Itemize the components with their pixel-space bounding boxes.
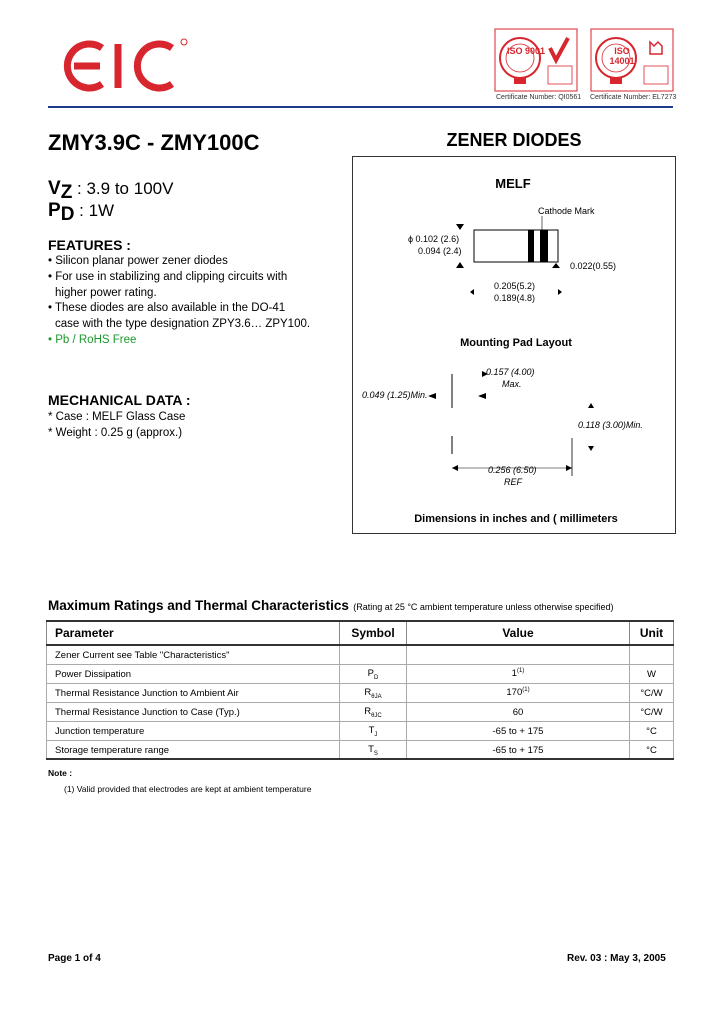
- ratings-table: [46, 620, 674, 760]
- mounting-pad-title: Mounting Pad Layout: [460, 337, 572, 349]
- header-unit: Unit: [630, 621, 674, 645]
- cell-parameter: Zener Current see Table "Characteristics": [47, 645, 340, 665]
- feature-item: • For use in stabilizing and clipping circuits with: [48, 271, 288, 283]
- cathode-mark-label: Cathode Mark: [538, 206, 595, 216]
- cell-value: -65 to + 175: [407, 741, 630, 760]
- header-rule: [48, 106, 673, 108]
- ratings-title: Maximum Ratings and Thermal Characteristics: [48, 598, 349, 613]
- header-symbol: Symbol: [340, 621, 407, 645]
- cell-parameter: Thermal Resistance Junction to Case (Typ.): [47, 703, 340, 722]
- ratings-condition: (Rating at 25 °C ambient temperature unless otherwise specified): [353, 602, 614, 612]
- vz-sub: Z: [60, 182, 73, 204]
- band-width-label: 0.022(0.55): [570, 261, 617, 271]
- cell-symbol: $P_D$: [340, 665, 407, 684]
- table-row: [47, 645, 674, 665]
- cell-parameter: Power Dissipation: [47, 665, 340, 684]
- header-value: Value: [407, 621, 630, 645]
- cell-unit: [630, 645, 674, 665]
- pad-total-note: REF: [504, 477, 522, 487]
- diameter-max-label: ϕ 0.102 (2.6): [408, 234, 460, 244]
- cell-unit: °C: [630, 741, 674, 760]
- feature-item: case with the type designation ZPY3.6… ZPY100.: [55, 318, 311, 330]
- table-row: [47, 741, 674, 760]
- iso-9001-text: ISO 9001: [506, 46, 546, 56]
- mechanical-item: * Weight : 0.25 g (approx.): [48, 427, 183, 439]
- cell-value: 60: [407, 703, 630, 722]
- feature-item: higher power rating.: [55, 287, 157, 299]
- cell-unit: W: [630, 665, 674, 684]
- iso-14001-text: ISO 14001: [609, 46, 635, 66]
- cell-symbol: $R_{\theta JC}$: [340, 703, 407, 722]
- category-title: ZENER DIODES: [446, 130, 582, 150]
- table-row: [47, 665, 674, 684]
- mechanical-item: * Case : MELF Glass Case: [48, 411, 186, 423]
- cell-unit: °C/W: [630, 703, 674, 722]
- pad-gap-label: 0.049 (1.25)Min.: [362, 390, 428, 400]
- cell-value: 170$^{(1)}$: [407, 684, 630, 703]
- feature-item-rohs: • Pb / RoHS Free: [48, 334, 137, 346]
- feature-item: • Silicon planar power zener diodes: [48, 255, 228, 267]
- vz-value: : 3.9 to 100V: [77, 179, 174, 198]
- cell-parameter: Storage temperature range: [47, 741, 340, 760]
- cell-symbol: $R_{\theta JA}$: [340, 684, 407, 703]
- table-row: [47, 684, 674, 703]
- diameter-min-label: 0.094 (2.4): [418, 246, 462, 256]
- cell-parameter: Thermal Resistance Junction to Ambient Air: [47, 684, 340, 703]
- cell-value: -65 to + 175: [407, 722, 630, 741]
- cell-parameter: Junction temperature: [47, 722, 340, 741]
- note-label: Note :: [48, 768, 73, 778]
- revision-date: Rev. 03 : May 3, 2005: [567, 953, 666, 964]
- length-max-label: 0.205(5.2): [494, 281, 536, 291]
- page-number: Page 1 of 4: [48, 953, 101, 964]
- cell-value: [407, 645, 630, 665]
- pd-spec: [48, 200, 114, 226]
- pad-width-note: Max.: [502, 379, 522, 389]
- note-text: (1) Valid provided that electrodes are kept at ambient temperature: [64, 784, 312, 794]
- cell-unit: °C: [630, 722, 674, 741]
- part-number-title: ZMY3.9C - ZMY100C: [48, 130, 260, 155]
- package-title: MELF: [495, 176, 531, 191]
- features-heading: FEATURES :: [48, 237, 131, 253]
- pad-width-label: 0.157 (4.00): [486, 367, 535, 377]
- table-header-row: [47, 621, 674, 645]
- pd-sub: D: [60, 204, 75, 226]
- cell-value: 1$^{(1)}$: [407, 665, 630, 684]
- ratings-heading: [48, 597, 614, 615]
- cell-symbol: [340, 645, 407, 665]
- pad-height-label: 0.118 (3.00)Min.: [578, 420, 643, 430]
- header-parameter: Parameter: [47, 621, 340, 645]
- length-min-label: 0.189(4.8): [494, 293, 536, 303]
- vz-label: V: [48, 178, 61, 199]
- eic-logo: [60, 36, 190, 96]
- table-bottom-rule: [46, 758, 674, 760]
- iso-9001-badge: [494, 28, 578, 92]
- pd-label: P: [48, 200, 61, 221]
- cert-number-left: Certificate Number: QI0561: [496, 94, 582, 101]
- cell-symbol: $T_J$: [340, 722, 407, 741]
- pd-value: : 1W: [79, 201, 115, 220]
- cert-number-right: Certificate Number: EL7273: [590, 94, 677, 101]
- table-row: [47, 703, 674, 722]
- pad-total-label: 0.256 (6.50): [488, 465, 537, 475]
- dimensions-note: Dimensions in inches and ( millimeters: [414, 513, 618, 525]
- feature-item: • These diodes are also available in the DO-41: [48, 302, 286, 314]
- cell-unit: °C/W: [630, 684, 674, 703]
- cell-symbol: $T_S$: [340, 741, 407, 760]
- mechanical-heading: MECHANICAL DATA :: [48, 392, 191, 408]
- table-row: [47, 722, 674, 741]
